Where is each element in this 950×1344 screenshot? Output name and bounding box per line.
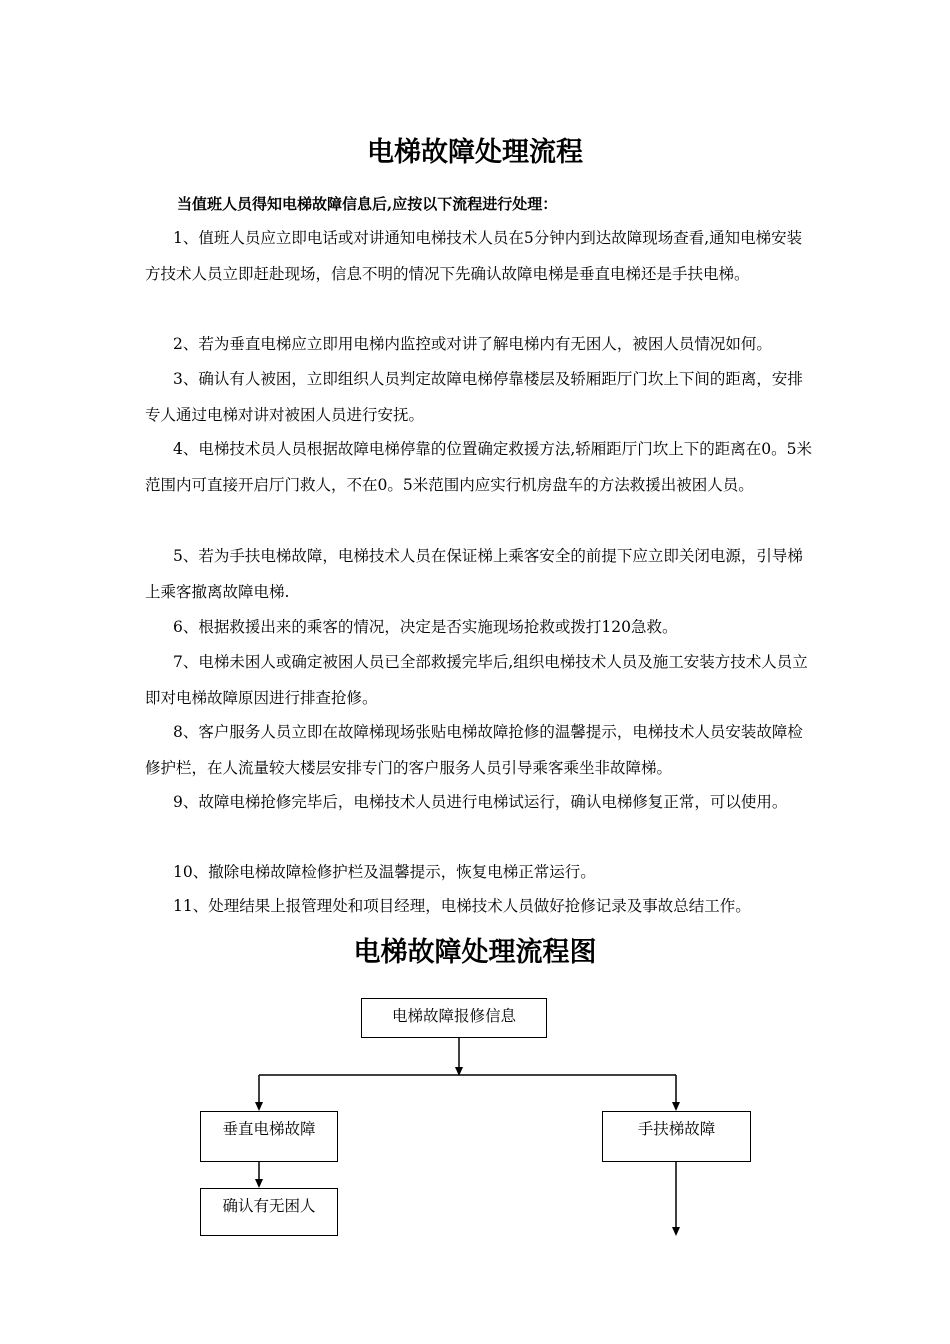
step-8: 8、客户服务人员立即在故障梯现场张贴电梯故障抢修的温馨提示，电梯技术人员安装故障检修护栏，在人流量较大楼层安排专门的客户服务人员引导乘客乘坐非故障梯。 (145, 723, 803, 777)
node-check-trapped (200, 1188, 338, 1236)
step-6: 6、根据救援出来的乘客的情况，决定是否实施现场抢救或拨打120急救。 (173, 618, 678, 636)
node-escalator-label: 手扶梯故障 (637, 1120, 716, 1138)
arrowhead-check (255, 1179, 263, 1188)
step-2: 2、若为垂直电梯应立即用电梯内监控或对讲了解电梯内有无困人，被困人员情况如何。 (173, 335, 772, 353)
step-1: 1、值班人员应立即电话或对讲通知电梯技术人员在5分钟内到达故障现场查看,通知电梯安装方技术人员立即赶赴现场，信息不明的情况下先确认故障电梯是垂直电梯还是手扶电梯。 (145, 229, 803, 283)
node-escalator (602, 1111, 751, 1162)
step-3: 3、确认有人被困，立即组织人员判定故障电梯停靠楼层及轿厢距厅门坎上下间的距离，安排专人通过电梯对讲对被困人员进行安抚。 (145, 370, 803, 424)
intro-text: 当值班人员得知电梯故障信息后,应按以下流程进行处理： (177, 195, 558, 213)
node-report-info (361, 998, 547, 1038)
step-7: 7、电梯未困人或确定被困人员已全部救援完毕后,组织电梯技术人员及施工安装方技术人员立即对电梯故障原因进行排查抢修。 (145, 653, 808, 707)
arrowhead-escalator (672, 1102, 680, 1111)
node-vertical-elevator (200, 1111, 338, 1162)
document-title: 电梯故障处理流程 (367, 137, 583, 168)
arrowhead-escalator-down (672, 1227, 680, 1236)
node-vertical-label: 垂直电梯故障 (222, 1120, 316, 1138)
step-5: 5、若为手扶电梯故障，电梯技术人员在保证梯上乘客安全的前提下应立即关闭电源，引导梯上乘客撤离故障电梯. (145, 547, 803, 601)
arrowhead-vertical (255, 1102, 263, 1111)
step-10: 10、撤除电梯故障检修护栏及温馨提示，恢复电梯正常运行。 (173, 863, 596, 881)
step-9: 9、故障电梯抢修完毕后，电梯技术人员进行电梯试运行，确认电梯修复正常，可以使用。 (173, 793, 788, 811)
node-check-label: 确认有无困人 (222, 1197, 316, 1215)
step-11: 11、处理结果上报管理处和项目经理，电梯技术人员做好抢修记录及事故总结工作。 (173, 897, 751, 915)
flowchart-title: 电梯故障处理流程图 (353, 937, 597, 968)
node-report-label: 电梯故障报修信息 (391, 1007, 516, 1025)
step-4: 4、电梯技术员人员根据故障电梯停靠的位置确定救援方法,轿厢距厅门坎上下的距离在0。5米范围内可直接开启厅门救人，不在0。5米范围内应实行机房盘车的方法救援出被困人员。 (145, 440, 813, 494)
